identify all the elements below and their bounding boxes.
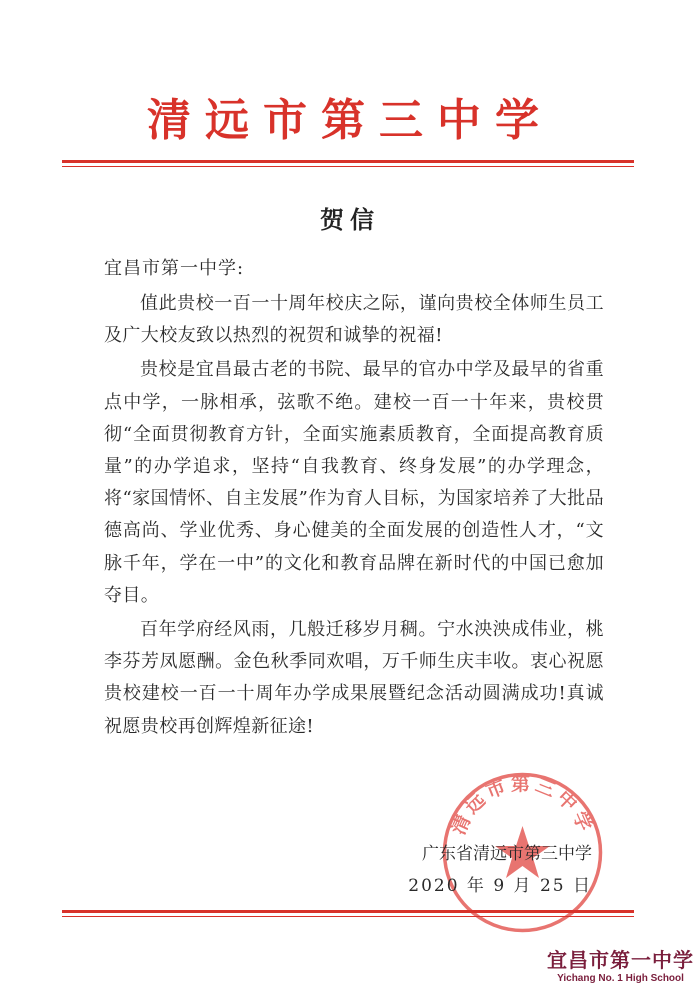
- watermark-logo-cn: 宜昌市第一中学: [547, 948, 694, 972]
- letter-date: 2020 年 9 月 25 日: [408, 876, 592, 896]
- salutation: 宜昌市第一中学:: [104, 258, 245, 279]
- seal-text: 清远市第三中学: [447, 772, 598, 839]
- letter-body: [104, 288, 604, 745]
- footer-rule-thick: [62, 910, 634, 913]
- paragraph-1: 值此贵校一百一十周年校庆之际，谨向贵校全体师生员工及广大校友致以热烈的祝贺和诚挚的祝福!: [104, 293, 604, 347]
- paragraph-2: 贵校是宜昌最古老的书院、最早的官办中学及最早的省重点中学，一脉相承，弦歌不绝。建校一百一十年来，贵校贯彻“全面贯彻教育方针，全面实施素质教育，全面提高教育质量”的办学追求，坚持“自我教育、终身发展”的办学理念，将“家国情怀、自主发展”作为育人目标，为国家培养了大批品德高尚、学业优秀、身心健美的全面发展的创造性人才，“文脉千年，学在一中”的文化和教育品牌在新时代的中国已愈加夺目。: [104, 359, 604, 606]
- watermark-logo-en: Yichang No. 1 High School: [557, 973, 684, 984]
- letterhead-rule-thin: [62, 166, 634, 167]
- letterhead-rule-thick: [62, 160, 634, 163]
- paragraph-3: 百年学府经风雨，几般迁移岁月稠。宁水泱泱成伟业，桃李芬芳凤愿酬。金色秋季同欢唱，万千师生庆丰收。衷心祝愿贵校建校一百一十周年办学成果展暨纪念活动圆满成功!真诚祝愿贵校再创辉煌新征途!: [104, 619, 604, 737]
- closing-block: [408, 838, 592, 902]
- watermark-logo: [547, 944, 694, 984]
- letter-title: 贺信: [320, 205, 380, 234]
- footer-rule-thin: [62, 916, 634, 917]
- signature: 广东省清远市第三中学: [422, 844, 592, 864]
- letterhead-school-name: 清远市第三中学: [147, 95, 553, 146]
